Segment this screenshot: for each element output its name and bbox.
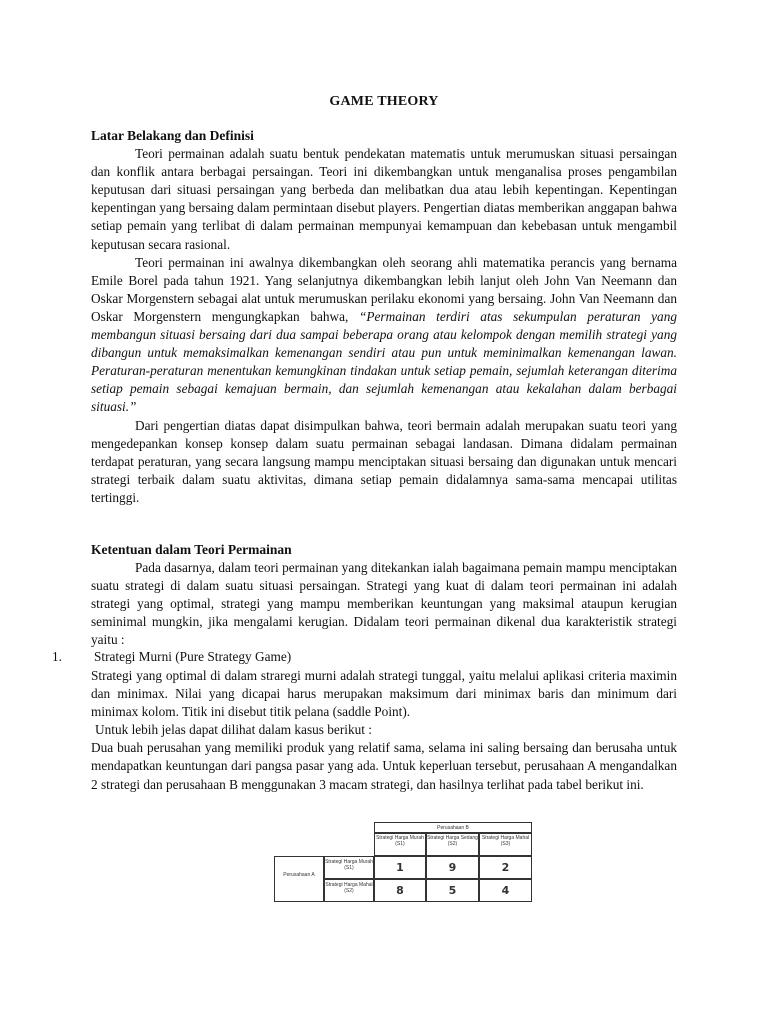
paragraph: Dari pengertian diatas dapat disimpulkan bahwa, teori bermain adalah merupakan suatu teori yang mengedepankan konsep konsep dalam suatu permainan sebagai landasan. Dimana didalam permainan terdapat peraturan, yang secara langsung mampu menciptakan situasi bersaing dan digunakan untuk mencari strategi terbaik dalam suatu aktivitas, dimana setiap pemain didalamnya sama-sama mencapai utilitas tertinggi. — [91, 417, 677, 505]
paragraph-with-quote — [91, 254, 677, 417]
payoff-cell: 8 — [374, 879, 426, 902]
section-2-continued — [91, 667, 677, 794]
paragraph: Pada dasarnya, dalam teori permainan yang ditekankan ialah bagaimana pemain mampu menciptakan suatu strategi di dalam suatu situasi persaingan. Strategi yang kuat di dalam teori permainan ini adalah strategi yang optimal, strategi yang mampu memberikan keuntungan yang maksimal ataupun kerugian seminimal mungkin, jika mengalami kerugian. Didalam teori permainan dikenal dua karakteristik strategi yaitu : — [91, 560, 677, 648]
row-group-header: Perusahaan A — [274, 856, 324, 902]
row-header: Strategi Harga Mahal (S2) — [324, 879, 374, 902]
section-heading: Latar Belakang dan Definisi — [91, 128, 254, 143]
section-heading: Ketentuan dalam Teori Permainan — [91, 542, 292, 557]
section-2 — [91, 541, 677, 650]
section-1 — [91, 127, 677, 507]
page-title: GAME THEORY — [329, 94, 439, 109]
paragraph: Dua buah perusahan yang memiliki produk yang relatif sama, selama ini saling bersaing dan berusaha untuk mendapatkan keuntungan dari pangsa pasar yang ada. Untuk keperluan tersebut, perusahaan A mengandalkan 2 strategi dan perusahaan B menggunakan 3 macam strategi, dan hasilnya terlihat pada tabel berikut ini. — [91, 740, 677, 792]
paragraph: Untuk lebih jelas dapat dilihat dalam kasus berikut : — [95, 722, 372, 738]
row-header: Strategi Harga Murah (S1) — [324, 856, 374, 879]
payoff-cell: 5 — [426, 879, 479, 902]
quote-text: “Permainan terdiri atas sekumpulan peraturan yang membangun situasi bersaing dari dua sampai beberapa orang atau kelompok dengan memilih strategi yang dibangun untuk memaksimalkan kemenangan sendiri atau pun untuk meminimalkan kemenangan lawan. Peraturan-peraturan menentukan kemungkinan tindakan untuk setiap pemain, sejumlah keterangan diterima setiap pemain sebagai kemajuan bermain, dan sejumlah kemenangan atau kekalahan dalam berbagai situasi.” — [91, 308, 678, 415]
column-header: Strategi Harga Mahal (S3) — [479, 833, 532, 856]
paragraph: Teori permainan adalah suatu bentuk pendekatan matematis untuk merumuskan situasi persaingan dan konflik antara berbagai persaingan. Teori ini dikembangkan untuk menganalisa proses pengambilan keputusan dari situasi persaingan yang berbeda dan melibatkan dua atau lebih kepentingan. Kepentingan kepentingan yang bersaing dalam permintaan disebut players. Pengertian diatas memberikan anggapan bahwa setiap pemain yang terlibat di dalam permainan mempunyai kemampuan dan kebebasan untuk mengambil keputusan secara rasional. — [91, 146, 677, 252]
column-header: Strategi Harga Sedang (S2) — [426, 833, 479, 856]
payoff-cell: 1 — [374, 856, 426, 879]
payoff-table — [274, 822, 532, 902]
column-header: Strategi Harga Murah (S1) — [374, 833, 426, 856]
list-item-label: Strategi Murni (Pure Strategy Game) — [94, 649, 292, 664]
paragraph: Strategi yang optimal di dalam straregi murni adalah strategi tunggal, yaitu melalui aplikasi criteria maximin dan minimax. Nilai yang dicapai harus merupakan maksimum dari minimax baris dan minimum dari minimax kolom. Titik ini disebut titik pelana (saddle Point). — [91, 668, 677, 720]
list-item-number: 1. — [52, 649, 62, 664]
payoff-cell: 2 — [479, 856, 532, 879]
payoff-cell: 4 — [479, 879, 532, 902]
paragraph-text: Teori permainan ini awalnya dikembangkan oleh seorang ahli matematika perancis yang bernama Emile Borel pada tahun 1921. Yang selanjutnya dikembangkan lebih lanjut oleh John Van Neemann dan Oskar Morgenstern sebagai alat untuk merumuskan perilaku ekonomi yang bersaing. John Van Neemann dan Oskar Morgenstern mengungkapkan bahwa, — [91, 254, 677, 324]
column-group-header: Perusahaan B — [374, 822, 532, 833]
payoff-cell: 9 — [426, 856, 479, 879]
